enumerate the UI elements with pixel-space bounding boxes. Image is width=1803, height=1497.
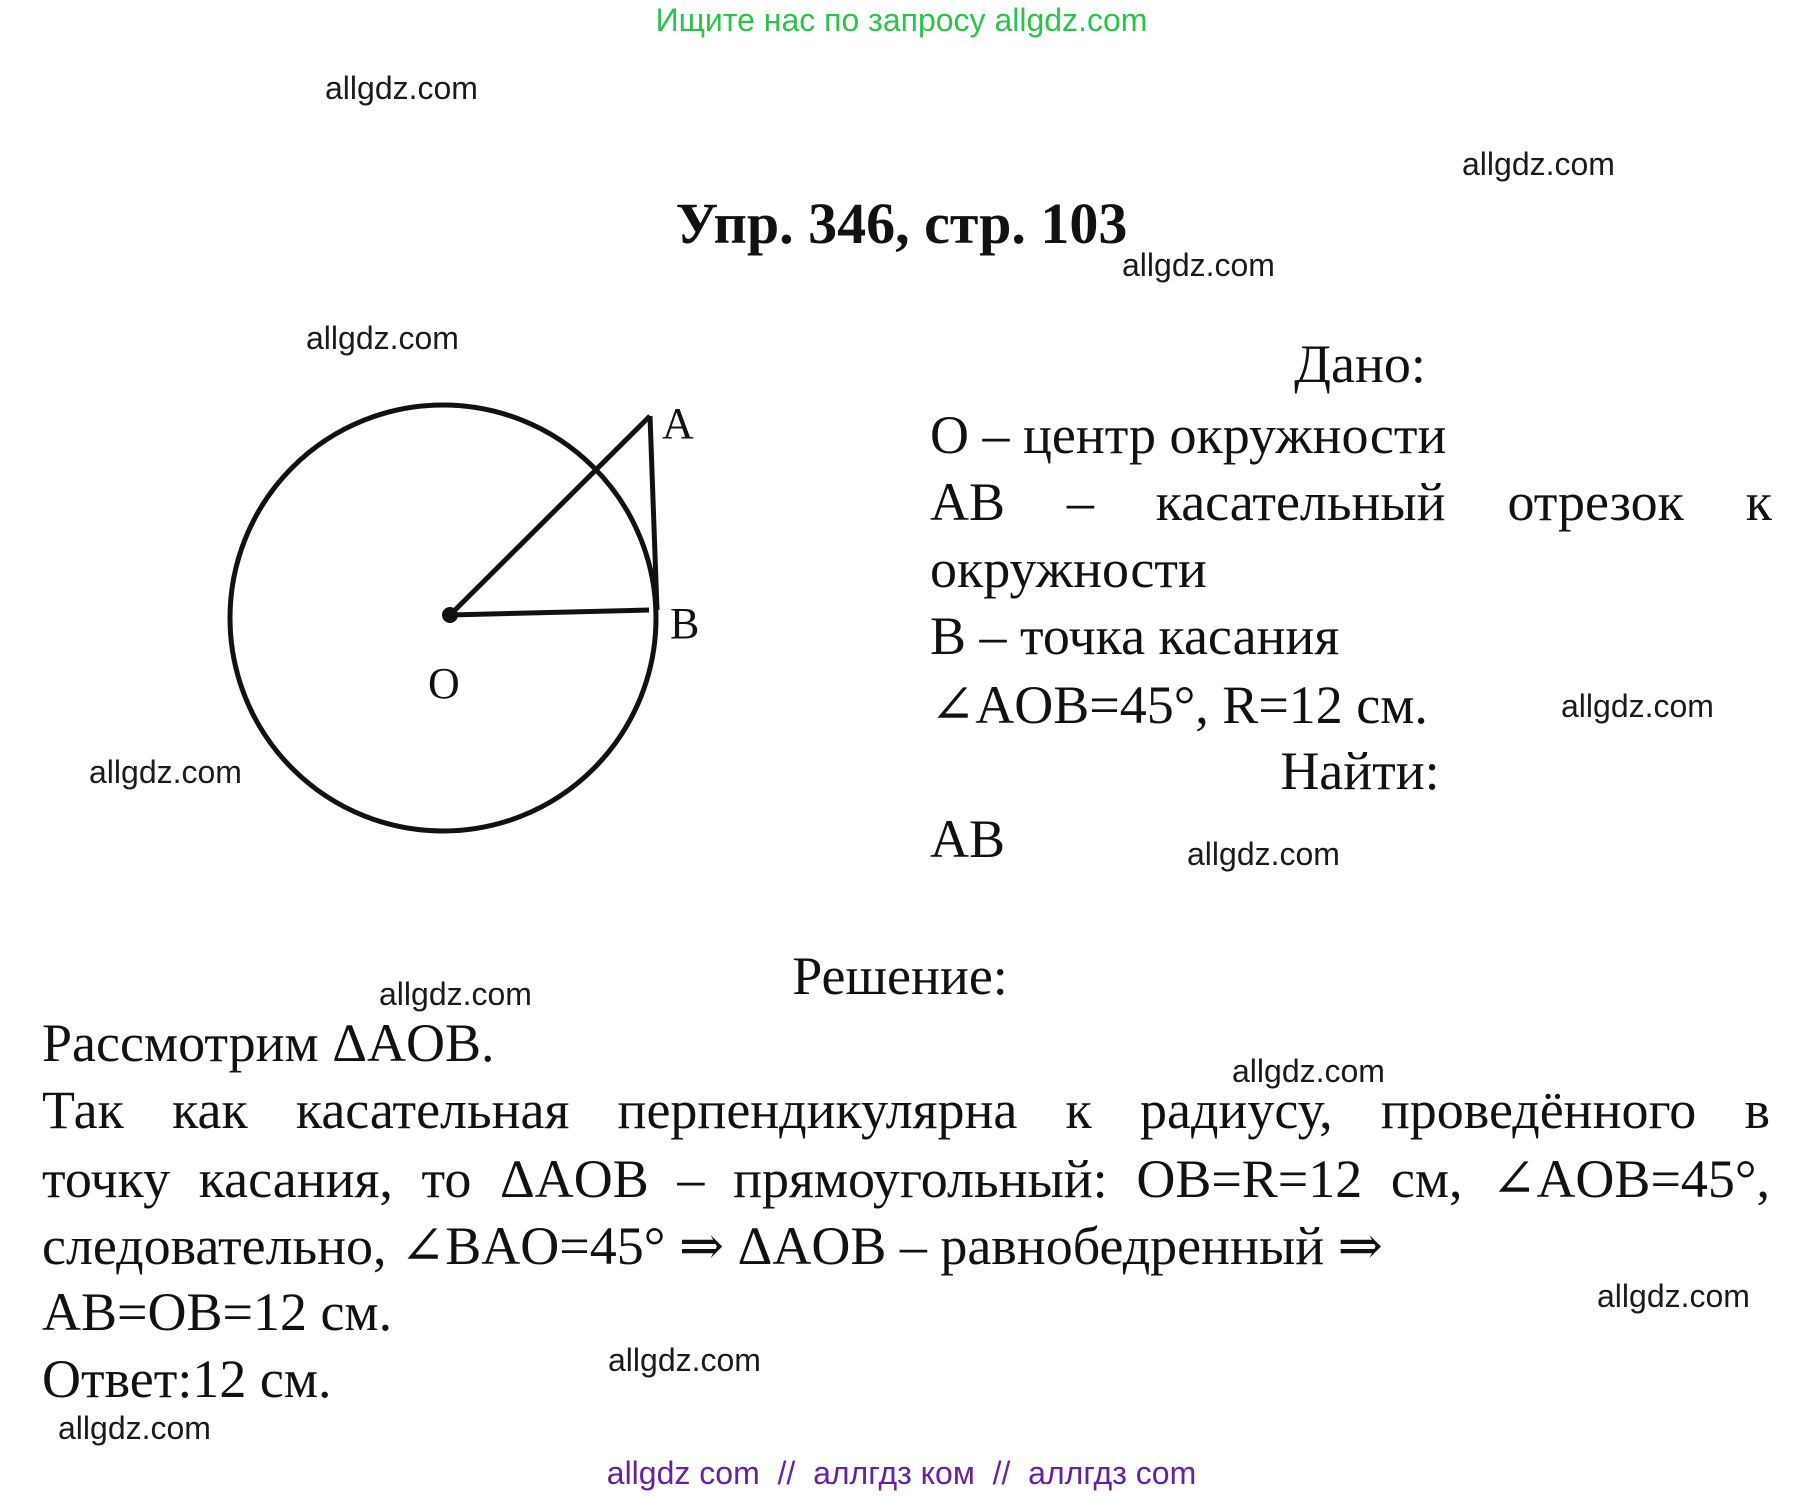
segment-oa — [450, 416, 650, 615]
solution-line: Рассмотрим ΔAOB. — [42, 1013, 495, 1073]
given-line: B – точка касания — [930, 606, 1340, 666]
watermark: allgdz.com — [58, 1410, 211, 1446]
segment-ob — [450, 610, 649, 615]
watermark: allgdz.com — [1597, 1278, 1750, 1314]
watermark: allgdz.com — [89, 754, 242, 790]
given-line: O – центр окружности — [930, 405, 1447, 465]
label-a: A — [662, 399, 694, 448]
top-banner: Ищите нас по запросу allgdz.com — [655, 2, 1148, 38]
watermark: allgdz.com — [1187, 836, 1340, 872]
solution-line: точку касания, то ΔAOB – прямоугольный: OB=R=12 см, ∠AOB=45°, — [42, 1149, 1770, 1209]
given-line: окружности — [930, 539, 1207, 599]
solution-line: AB=OB=12 см. — [42, 1282, 393, 1342]
watermark: allgdz.com — [1232, 1053, 1385, 1089]
given-line: ∠AOB=45°, R=12 см. — [930, 675, 1428, 735]
find-value: AB — [930, 809, 1006, 869]
watermark: allgdz.com — [1561, 688, 1714, 724]
given-line: AB – касательный отрезок к — [930, 472, 1772, 532]
watermark: allgdz.com — [1122, 247, 1275, 283]
center-point — [442, 607, 458, 623]
find-header: Найти: — [1280, 741, 1440, 801]
label-o: O — [428, 659, 460, 708]
bottom-banner: allgdz com // аллгдз ком // аллгдз com — [606, 1455, 1197, 1491]
watermark: allgdz.com — [306, 320, 459, 356]
solution-header: Решение: — [792, 946, 1008, 1006]
answer-line: Ответ:12 см. — [42, 1349, 332, 1409]
watermark: allgdz.com — [379, 976, 532, 1012]
watermark: allgdz.com — [608, 1342, 761, 1378]
watermark: allgdz.com — [1462, 146, 1615, 182]
watermark: allgdz.com — [325, 70, 478, 106]
solution-line: следовательно, ∠BAO=45° ⇒ ΔAOB – равнобедренный ⇒ — [42, 1216, 1383, 1276]
solution-line: Так как касательная перпендикулярна к радиусу, проведённого в — [42, 1080, 1770, 1140]
given-header: Дано: — [1294, 334, 1426, 394]
geometry-figure — [180, 380, 740, 900]
label-b: B — [670, 599, 700, 648]
page-title: Упр. 346, стр. 103 — [675, 191, 1128, 256]
